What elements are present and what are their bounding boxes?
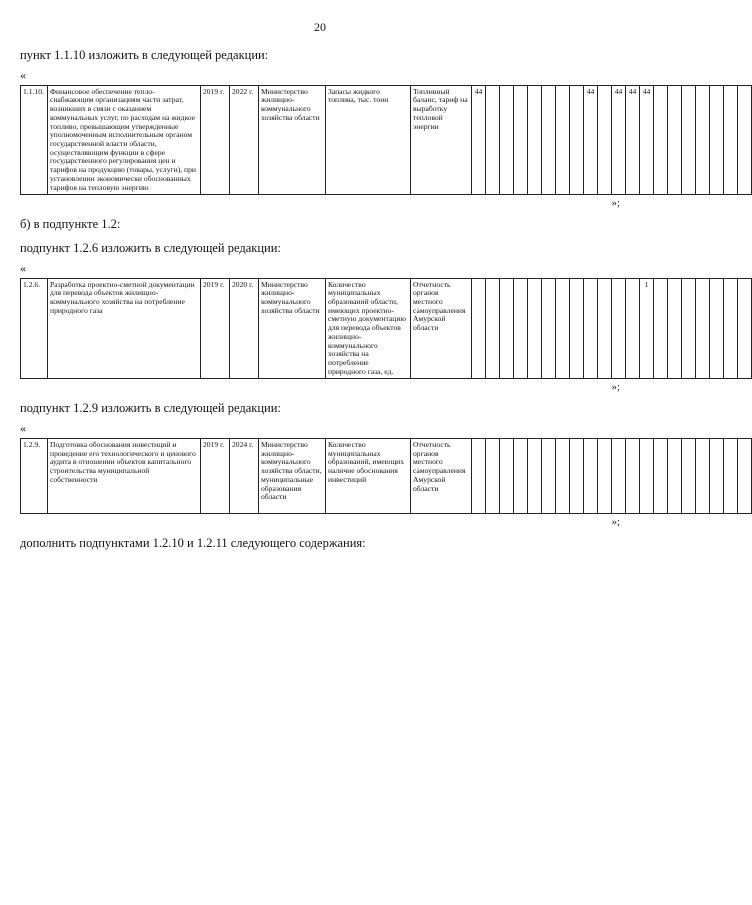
row-year-start: 2019 г.	[201, 85, 230, 195]
value-cell	[500, 85, 514, 195]
value-cell	[514, 439, 528, 514]
close-quote: »;	[611, 197, 620, 210]
row-year-start: 2019 г.	[201, 278, 230, 379]
value-cell	[696, 439, 710, 514]
value-cell	[696, 278, 710, 379]
close-quote: »;	[611, 381, 620, 394]
page-number: 20	[314, 20, 326, 34]
value-cell	[598, 278, 612, 379]
row-year-start: 2019 г.	[201, 439, 230, 514]
value-cell	[710, 278, 724, 379]
value-cell	[514, 278, 528, 379]
row-source: Топливный баланс, тариф на выработку тепловой энергии	[411, 85, 472, 195]
value-cell	[724, 439, 738, 514]
value-cell	[486, 278, 500, 379]
row-indicator: Запасы жидкого топлива, тыс. тонн	[326, 85, 411, 195]
value-cell	[724, 85, 738, 195]
value-cell	[710, 439, 724, 514]
value-cell: 1	[640, 278, 654, 379]
amendment-table-126	[20, 278, 752, 380]
value-cell	[682, 278, 696, 379]
value-cell	[612, 439, 626, 514]
section-intro-1110: пункт 1.1.10 изложить в следующей редакции:	[20, 48, 269, 62]
value-cell	[640, 439, 654, 514]
row-year-end: 2024 г.	[230, 439, 259, 514]
value-cell: 44	[626, 85, 640, 195]
value-cell	[570, 85, 584, 195]
value-cell	[738, 439, 752, 514]
document-body	[20, 40, 651, 556]
value-cell	[542, 439, 556, 514]
value-cell	[668, 278, 682, 379]
value-cell: 44	[584, 85, 598, 195]
value-cell	[528, 85, 542, 195]
open-quote: «	[20, 260, 26, 275]
amendment-table-129	[20, 438, 752, 514]
row-year-end: 2022 г.	[230, 85, 259, 195]
table-row	[21, 439, 752, 514]
section-intro-126: подпункт 1.2.6 изложить в следующей редакции:	[20, 240, 281, 255]
value-cell	[472, 278, 486, 379]
subsection-heading-12: б) в подпункте 1.2:	[20, 217, 121, 232]
value-cell: 44	[472, 85, 486, 195]
close-quote: »;	[611, 516, 620, 529]
value-cell	[500, 439, 514, 514]
value-cell	[598, 85, 612, 195]
value-cell	[542, 278, 556, 379]
section-intro-129: подпункт 1.2.9 изложить в следующей редакции:	[20, 401, 281, 416]
open-quote: «	[20, 421, 26, 436]
value-cell	[486, 439, 500, 514]
value-cell	[514, 85, 528, 195]
row-description: Подготовка обоснования инвестиций и проведение его технологического и ценового аудита в отношении объектов капитального строительства муниципальной собственности	[48, 439, 201, 514]
value-cell	[612, 278, 626, 379]
table-row	[21, 278, 752, 379]
table-row	[21, 85, 752, 195]
row-source: Отчетность органов местного самоуправления Амурской области	[411, 278, 472, 379]
row-description: Финансовое обеспечение тепло-снабжающим организациям части затрат, возникших в связи с оказанием коммунальных услуг, по расходам на жидкое топливо, превышающим утвержденные уполномоченным исполнительным органом государственной власти области, осуществляющим функции в сфере государственного регулирования цен и тарифов на продукцию (товары, услуги), при установлении экономически обоснованных тарифов на тепловую энергию	[48, 85, 201, 195]
value-cell	[696, 85, 710, 195]
row-year-end: 2020 г.	[230, 278, 259, 379]
value-cell	[724, 278, 738, 379]
value-cell: 44	[640, 85, 654, 195]
value-cell	[556, 278, 570, 379]
value-cell	[710, 85, 724, 195]
row-description: Разработка проектно-сметной документации для перевода объектов жилищно-коммунального хозяйства на потребление природного газа	[48, 278, 201, 379]
open-quote: «	[20, 67, 26, 82]
row-indicator: Количество муниципальных образований области, имеющих проектно-сметную документацию для перевода объектов жилищно-коммунального хозяйства на потребление природного газа, ед.	[326, 278, 411, 379]
value-cell	[626, 278, 640, 379]
value-cell	[556, 85, 570, 195]
value-cell	[584, 439, 598, 514]
value-cell: 44	[612, 85, 626, 195]
value-cell	[542, 85, 556, 195]
value-cell	[682, 439, 696, 514]
value-cell	[654, 85, 668, 195]
value-cell	[528, 439, 542, 514]
value-cell	[486, 85, 500, 195]
row-source: Отчетность органов местного самоуправления Амурской области	[411, 439, 472, 514]
amendment-table-1110	[20, 85, 752, 196]
value-cell	[584, 278, 598, 379]
value-cell	[626, 439, 640, 514]
value-cell	[556, 439, 570, 514]
value-cell	[668, 85, 682, 195]
closing-instruction: дополнить подпунктами 1.2.10 и 1.2.11 следующего содержания:	[20, 536, 366, 551]
value-cell	[738, 85, 752, 195]
value-cell	[598, 439, 612, 514]
value-cell	[654, 439, 668, 514]
row-executor: Министерство жилищно-коммунального хозяйства области	[259, 278, 326, 379]
value-cell	[738, 278, 752, 379]
value-cell	[528, 278, 542, 379]
value-cell	[654, 278, 668, 379]
value-cell	[668, 439, 682, 514]
value-cell	[570, 278, 584, 379]
row-number: 1.2.9.	[21, 439, 48, 514]
row-number: 1.2.6.	[21, 278, 48, 379]
row-executor: Министерство жилищно-коммунального хозяйства области, муниципальные образования области	[259, 439, 326, 514]
value-cell	[472, 439, 486, 514]
row-indicator: Количество муниципальных образований, имеющих наличие обоснования инвестиций	[326, 439, 411, 514]
row-executor: Министерство жилищно-коммунального хозяйства области	[259, 85, 326, 195]
value-cell	[570, 439, 584, 514]
row-number: 1.1.10.	[21, 85, 48, 195]
value-cell	[682, 85, 696, 195]
value-cell	[500, 278, 514, 379]
